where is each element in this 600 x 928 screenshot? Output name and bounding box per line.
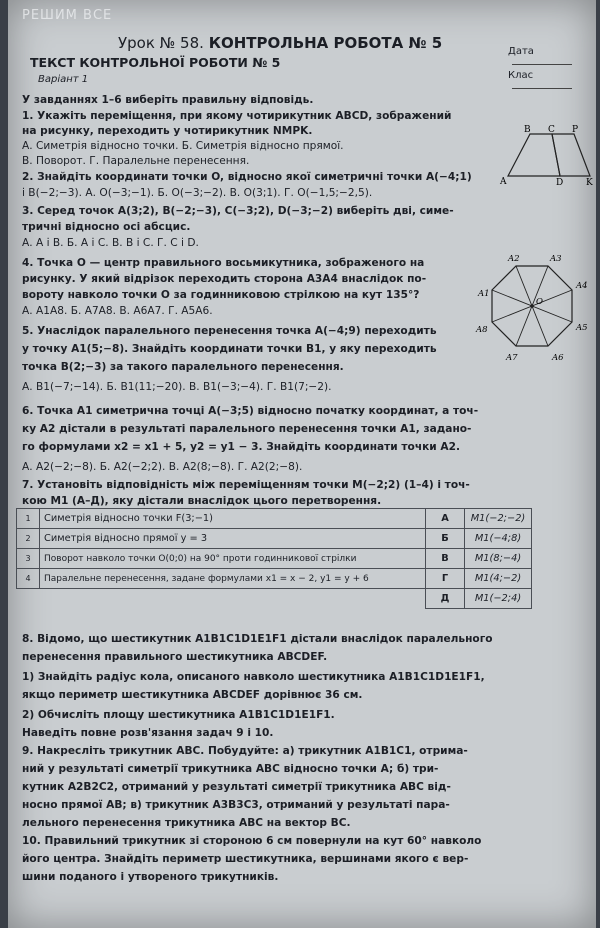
worksheet-page [8, 0, 596, 928]
row-answer: M1(8;−4) [465, 549, 532, 569]
task-1-line-2: на рисунку, переходить у чотирикутник NMPK. [22, 125, 313, 137]
fig1-label-p: P [572, 125, 579, 135]
row-answer: M1(−4;8) [465, 529, 532, 549]
task-9-line-5: лельного перенесення трикутника ABC на вектор BC. [22, 817, 351, 829]
fig1-label-d: D [556, 178, 564, 186]
date-label: Дата [508, 46, 534, 57]
task-1-line-1: 1. Укажіть переміщення, при якому чотирикутник ABCD, зображений [22, 110, 452, 122]
row-transformation [40, 589, 426, 609]
task-9-line-1: 9. Накресліть трикутник ABC. Побудуйте: а) трикутник A1B1C1, отрима- [22, 745, 468, 757]
matching-table [16, 508, 532, 609]
lesson-heading [118, 34, 442, 52]
table-row [17, 549, 532, 569]
fig2-label-a6: A6 [552, 353, 564, 363]
task-8-line-2: перенесення правильного шестикутника ABCDEF. [22, 651, 328, 663]
task-3-line-2: тричні відносно осі абсцис. [22, 221, 191, 233]
fig2-label-a3: A3 [550, 254, 562, 264]
task-5-line-3: точка B(2;−3) за такого паралельного перенесення. [22, 361, 344, 373]
class-label: Клас [508, 70, 534, 81]
row-letter: Г [426, 569, 465, 589]
row-answer: M1(−2;−2) [465, 509, 532, 529]
instructions-1-6: У завданнях 1–6 виберіть правильну відповідь. [22, 94, 314, 106]
task-7-line-2: кою M1 (А–Д), яку дістали внаслідок цього перетворення. [22, 495, 382, 507]
octagon-figure [472, 252, 592, 372]
task-6-line-3: го формулами x2 = x1 + 5, y2 = y1 − 3. Знайдіть координати точки A2. [22, 441, 461, 453]
task-6-options: А. A2(−2;−8). Б. A2(−2;2). В. A2(8;−8). Г. A2(2;−8). [22, 461, 303, 473]
row-letter: Д [426, 589, 465, 609]
task-4-options: А. A1A8. Б. A7A8. В. A6A7. Г. A5A6. [22, 305, 213, 317]
task-8-part-2: 2) Обчисліть площу шестикутника A1B1C1D1E1F1. [22, 709, 335, 721]
table-row [17, 589, 532, 609]
fig1-label-b: B [524, 125, 531, 135]
fig2-label-a4: A4 [576, 281, 588, 291]
task-3-line-1: 3. Серед точок A(3;2), B(−2;−3), C(−3;2), D(−3;−2) виберіть дві, симе- [22, 205, 454, 217]
task-4-line-1: 4. Точка O — центр правильного восьмикутника, зображеного на [22, 257, 425, 269]
class-field [508, 70, 596, 92]
fig2-label-o: O [536, 297, 543, 307]
fig2-label-a2: A2 [508, 254, 520, 264]
fig2-label-a1: A1 [478, 289, 490, 299]
task-6-line-1: 6. Точка A1 симетрична точці A(−3;5) відносно початку координат, а точ- [22, 405, 479, 417]
task-4-line-3: вороту навколо точки O за годинниковою стрілкою на кут 135°? [22, 289, 420, 301]
table-row [17, 569, 532, 589]
task-1-options-1: А. Симетрія відносно точки. Б. Симетрія відносно прямої. [22, 140, 344, 152]
task-1-options-2: В. Поворот. Г. Паралельне перенесення. [22, 155, 250, 167]
row-transformation: Симетрія відносно прямої y = 3 [40, 529, 426, 549]
row-transformation: Поворот навколо точки O(0;0) на 90° проти годинникової стрілки [40, 549, 426, 569]
fig1-label-a: A [500, 177, 507, 186]
task-10-line-2: його центра. Знайдіть периметр шестикутника, вершинами якого є вер- [22, 853, 469, 865]
task-3-options: А. A і B. Б. A і C. В. B і C. Г. C і D. [22, 237, 199, 249]
task-8-part-1-line-2: якщо периметр шестикутника ABCDEF дорівнює 36 см. [22, 689, 363, 701]
row-number: 1 [17, 509, 40, 529]
instructions-9-10: Наведіть повне розв'язання задач 9 і 10. [22, 727, 274, 739]
task-9-line-3: кутник A2B2C2, отриманий у результаті симетрії трикутника ABC від- [22, 781, 451, 793]
row-letter: В [426, 549, 465, 569]
task-5-line-2: у точку A1(5;−8). Знайдіть координати точки B1, у яку переходить [22, 343, 437, 355]
task-2-line-1: 2. Знайдіть координати точки O, відносно якої симетричні точки A(−4;1) [22, 171, 472, 183]
task-4-line-2: рисунку. У який відрізок переходить сторона A3A4 внаслідок по- [22, 273, 427, 285]
row-number: 3 [17, 549, 40, 569]
task-9-line-2: ний у результаті симетрії трикутника ABC відносно точки A; б) три- [22, 763, 439, 775]
watermark: РЕШИМ ВСЕ [22, 8, 113, 23]
fig2-label-a8: A8 [476, 325, 488, 335]
row-transformation: Паралельне перенесення, задане формулами x1 = x − 2, y1 = y + 6 [40, 569, 426, 589]
lesson-title: КОНТРОЛЬНА РОБОТА № 5 [208, 34, 443, 52]
task-2-options: і B(−2;−3). А. O(−3;−1). Б. O(−3;−2). В. O(3;1). Г. O(−1,5;−2,5). [22, 187, 373, 199]
fig1-label-k: K [586, 178, 593, 186]
row-number: 4 [17, 569, 40, 589]
variant-label: Варіант 1 [38, 74, 89, 85]
task-10-line-3: шини поданого і утвореного трикутників. [22, 871, 279, 883]
row-letter: Б [426, 529, 465, 549]
row-answer: M1(−2;4) [465, 589, 532, 609]
fig2-label-a5: A5 [576, 323, 588, 333]
task-8-line-1: 8. Відомо, що шестикутник A1B1C1D1E1F1 дістали внаслідок паралельного [22, 633, 493, 645]
lesson-number: Урок № 58. [118, 34, 204, 52]
task-8-part-1-line-1: 1) Знайдіть радіус кола, описаного навколо шестикутника A1B1C1D1E1F1, [22, 671, 485, 683]
quadrilateral-figure [494, 124, 594, 186]
fig2-label-a7: A7 [506, 353, 518, 363]
row-answer: M1(4;−2) [465, 569, 532, 589]
task-5-line-1: 5. Унаслідок паралельного перенесення точка A(−4;9) переходить [22, 325, 437, 337]
task-10-line-1: 10. Правильний трикутник зі стороною 6 см повернули на кут 60° навколо [22, 835, 482, 847]
test-title: ТЕКСТ КОНТРОЛЬНОЇ РОБОТИ № 5 [30, 55, 281, 70]
task-9-line-4: носно прямої AB; в) трикутник A3B3C3, отриманий у результаті пара- [22, 799, 450, 811]
table-row [17, 509, 532, 529]
row-transformation: Симетрія відносно точки F(3;−1) [40, 509, 426, 529]
task-5-options: А. B1(−7;−14). Б. B1(11;−20). В. B1(−3;−4). Г. B1(7;−2). [22, 381, 332, 393]
task-6-line-2: ку A2 дістали в результаті паралельного перенесення точки A1, задано- [22, 423, 472, 435]
date-field [508, 46, 596, 68]
row-number [17, 589, 40, 609]
task-7-line-1: 7. Установіть відповідність між переміщенням точки M(−2;2) (1–4) і точ- [22, 479, 470, 491]
row-number: 2 [17, 529, 40, 549]
table-row [17, 529, 532, 549]
row-letter: А [426, 509, 465, 529]
fig1-label-c: C [548, 125, 555, 135]
